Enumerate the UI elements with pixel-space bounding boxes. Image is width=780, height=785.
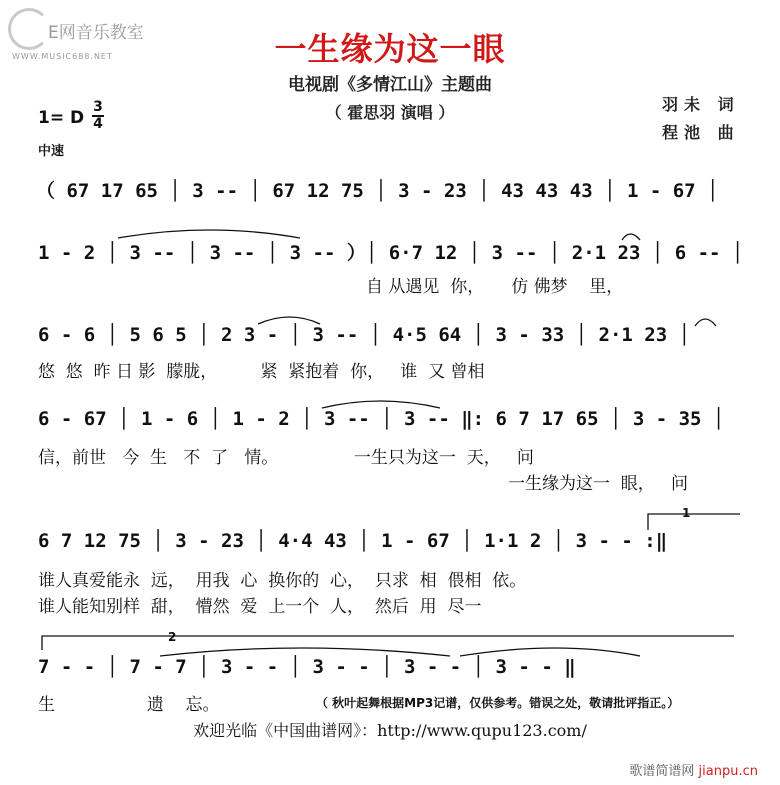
- slur-line6: [160, 648, 450, 656]
- slur-line4: [322, 401, 440, 408]
- time-signature-top: 3: [93, 99, 103, 115]
- slur-line2: [118, 230, 300, 238]
- song-subtitle: 电视剧《多情江山》主题曲: [288, 75, 492, 95]
- score-line-3: 6 - 6 │ 5 6 5 │ 2 3 - │ 3 -- │ 4·5 64 │ 3 - 33 │ 2·1 23 │: [38, 324, 691, 346]
- bottom-watermark-text: 歌谱简谱网: [629, 764, 695, 779]
- volta-1-bracket: [648, 514, 740, 530]
- volta-2-label: 2: [168, 630, 177, 644]
- tempo-marking: 中速: [38, 144, 65, 159]
- lyrics-line-4a: 信，前世 今 生 不 了 情。 一生只为这一 天， 问: [38, 448, 534, 468]
- score-line-5: 6 7 12 75 │ 3 - 23 │ 4·4 43 │ 1 - 67 │ 1·1 2 │ 3 - - :‖: [38, 530, 668, 552]
- time-signature-bottom: 4: [93, 116, 103, 132]
- slur-line3b: [695, 319, 716, 326]
- bottom-watermark-url: jianpu.cn: [698, 764, 758, 779]
- singer-credit: （ 霍思羽 演唱 ）: [325, 103, 455, 122]
- logo-text: E网音乐教室: [48, 23, 144, 43]
- transcription-note: （ 秋叶起舞根据MP3记谱，仅供参考。错误之处，敬请批评指正。）: [316, 696, 680, 710]
- lyrics-line-5b: 谁人能知别样 甜， 懵然 爱 上一个 人， 然后 用 尽一: [38, 597, 482, 617]
- footer-link-text: 欢迎光临《中国曲谱网》：http://www.qupu123.com/: [193, 721, 587, 740]
- lyrics-line-4b: 一生缘为这一 眼， 问: [508, 474, 689, 494]
- song-title: 一生缘为这一眼: [274, 30, 506, 68]
- lyrics-line-6: 生 遗 忘。: [38, 695, 220, 715]
- composer-credit: 程池 曲: [662, 123, 740, 142]
- key-signature: 1= D: [38, 108, 85, 128]
- volta-2-bracket: [42, 636, 734, 650]
- slur-line6b: [460, 648, 640, 656]
- volta-1-label: 1: [682, 506, 691, 520]
- score-line-2: 1 - 2 │ 3 -- │ 3 -- │ 3 -- ）│ 6·7 12 │ 3 -- │ 2·1 23 │ 6 -- │: [38, 242, 744, 264]
- lyrics-line-2: 自 从遇见 你， 仿 佛梦 里，: [366, 277, 624, 297]
- lyrics-line-5a: 谁人真爱能永 远， 用我 心 换你的 心， 只求 相 偎相 依。: [38, 571, 527, 591]
- score-line-4: 6 - 67 │ 1 - 6 │ 1 - 2 │ 3 -- │ 3 -- ‖: 6 7 17 65 │ 3 - 35 │: [38, 408, 725, 430]
- logo-url: WWW.MUSIC688.NET: [12, 52, 113, 61]
- lyricist-credit: 羽未 词: [662, 95, 740, 114]
- score-line-6: 7 - - │ 7 - 7 │ 3 - - │ 3 - - │ 3 - - │ 3 - - ‖: [38, 656, 576, 678]
- slur-line3: [258, 317, 320, 324]
- slur-line2b: [622, 234, 640, 240]
- score-line-1: （ 67 17 65 │ 3 -- │ 67 12 75 │ 3 - 23 │ 43 43 43 │ 1 - 67 │: [36, 180, 719, 202]
- lyrics-line-3: 悠 悠 昨 日 影 朦胧， 紧 紧抱着 你， 谁 又 曾相: [38, 362, 485, 382]
